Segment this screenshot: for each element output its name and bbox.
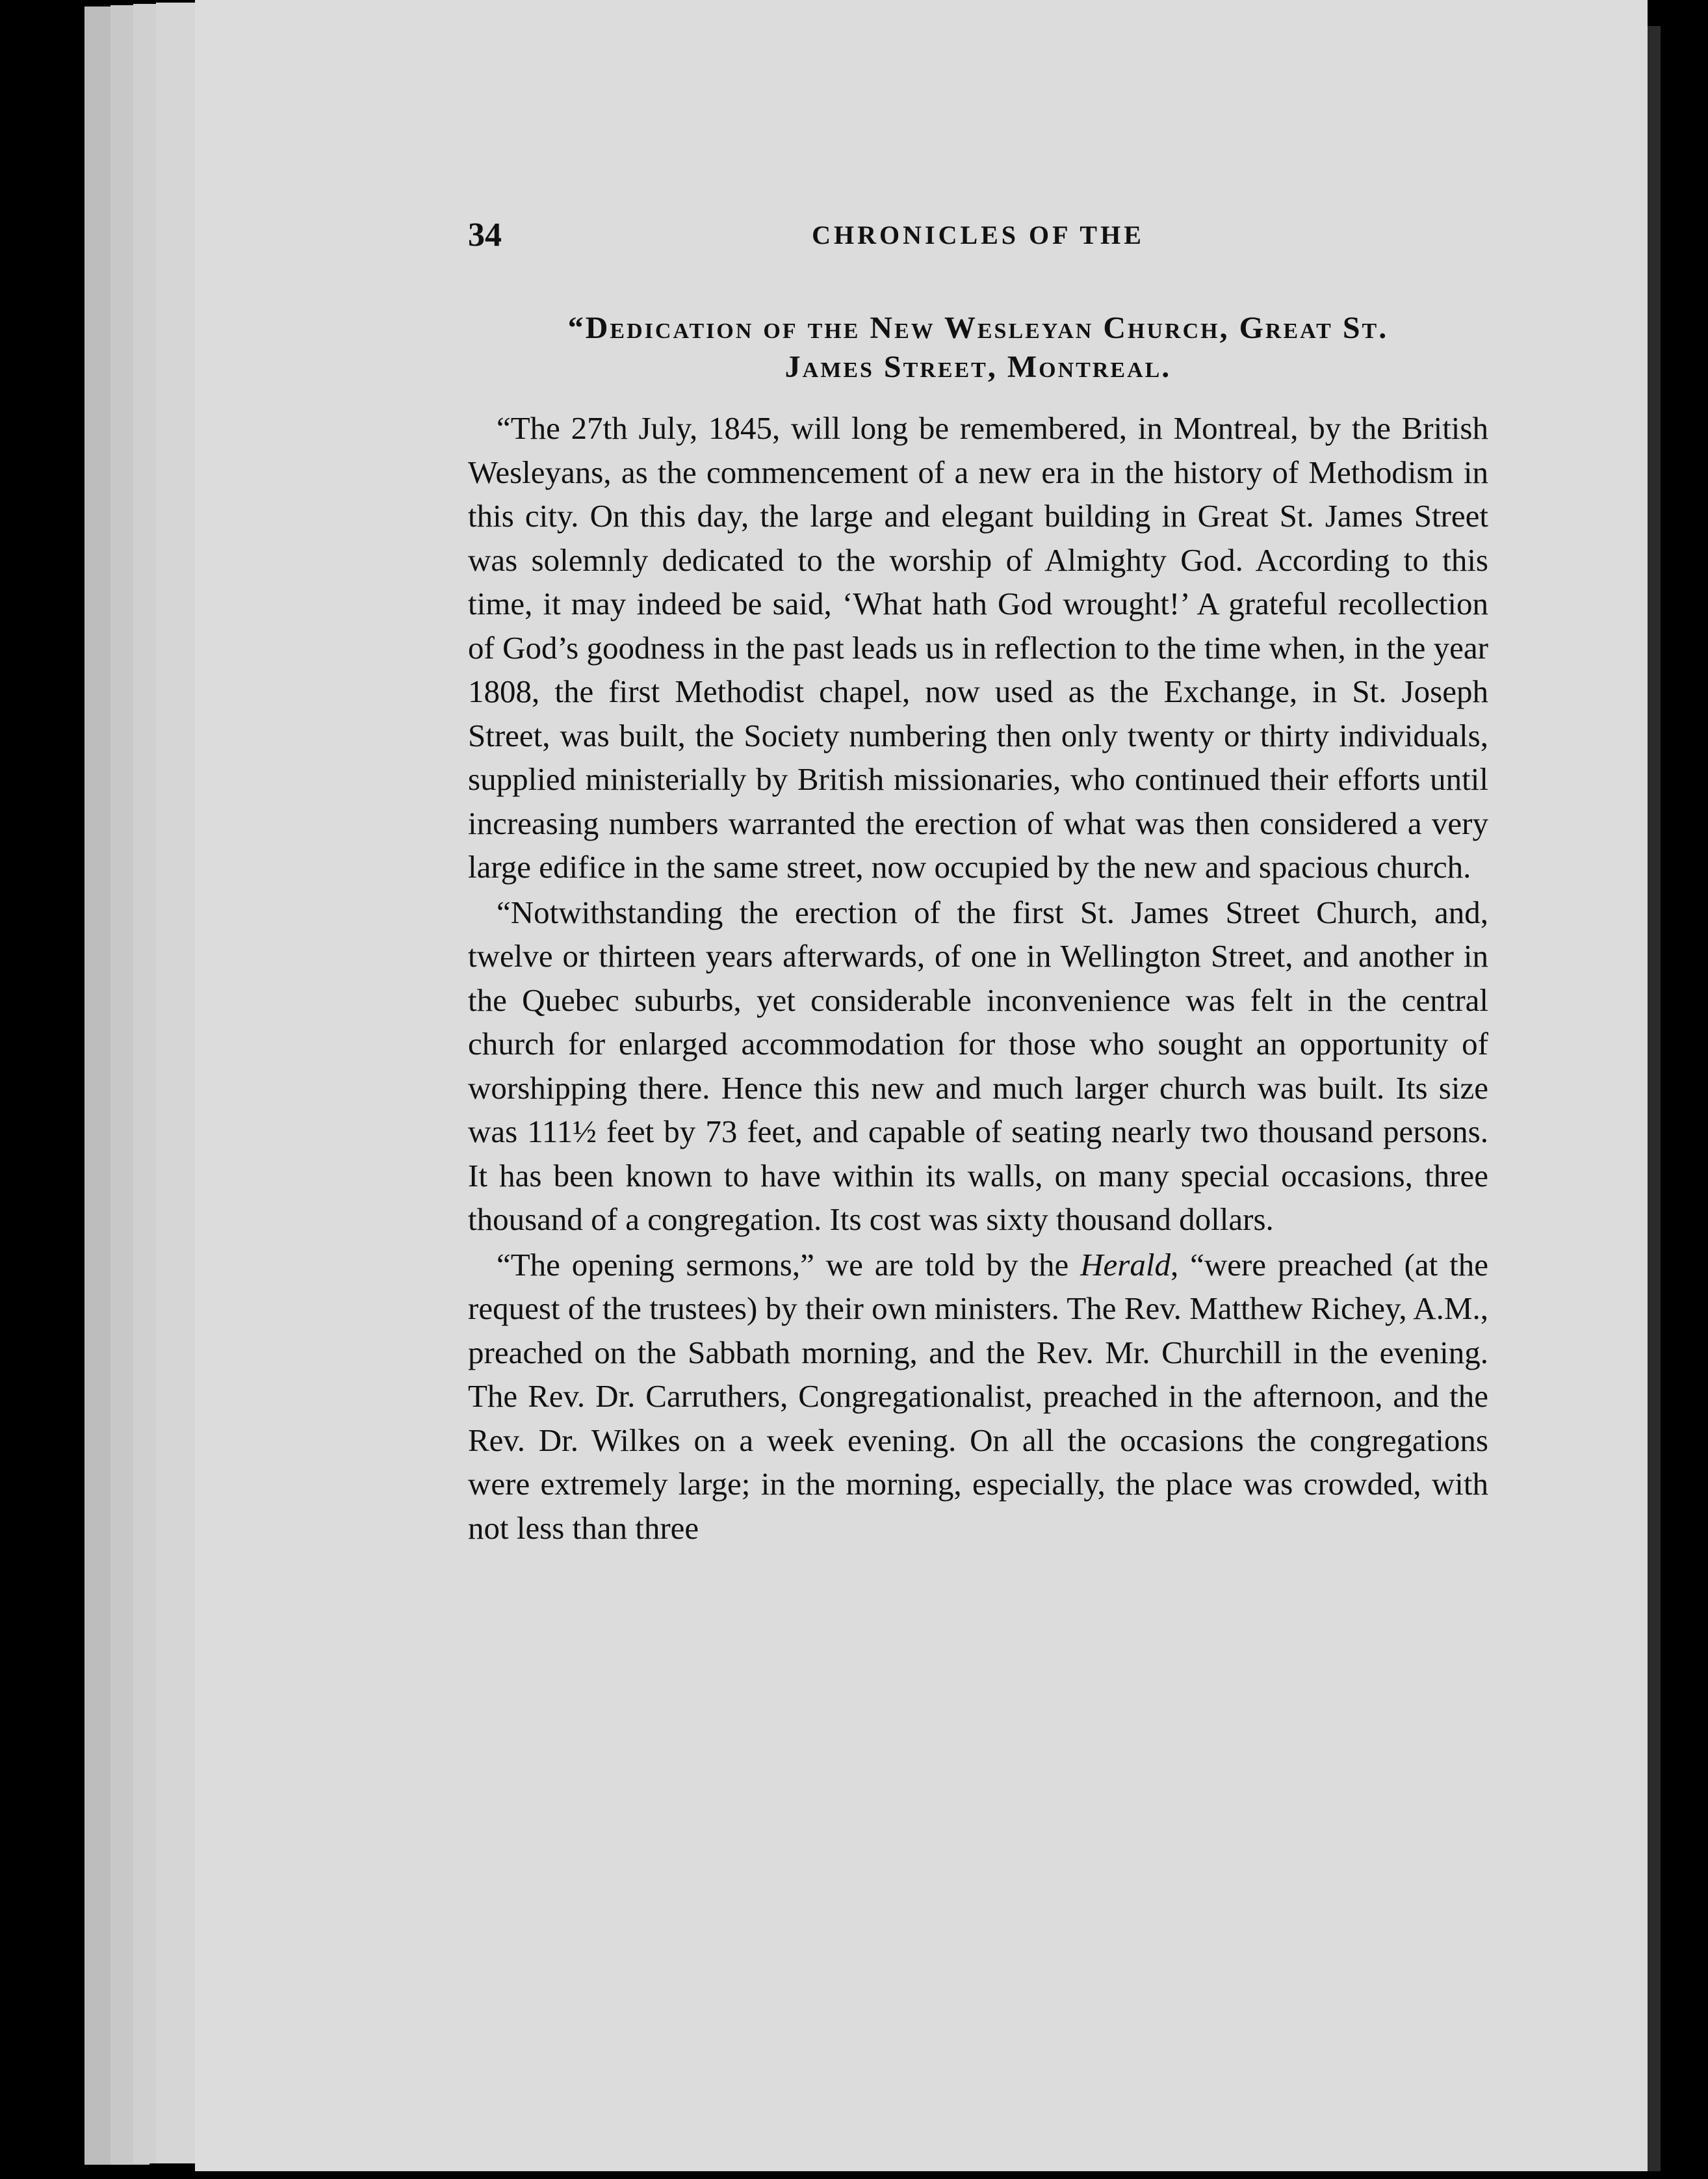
paragraph (468, 1243, 1488, 1550)
paragraph-text: , “were preached (at the request of the trustees) by their own ministers. The Rev. Matthew Richey, A.M., preached on the Sabbath morning, and the Rev. Mr. Churchill in the evening. The Rev. Dr. Carruthers, Congregationalist, preached in the afternoon, and the Rev. Dr. Wilkes on a week evening. On all the occasions the congregations were extremely large; in the morning, especially, the place was crowded, with not less than three (468, 1246, 1488, 1546)
section-heading-line: James Street, Montreal. (784, 350, 1172, 384)
book-spine-shadow (1648, 26, 1661, 2171)
section-heading-line: “Dedication of the New Wesleyan Church, Great St. (567, 311, 1389, 345)
page-edge (156, 3, 197, 2163)
section-heading (468, 309, 1488, 387)
page-header (468, 216, 1488, 255)
page-number: 34 (468, 216, 502, 254)
running-head: CHRONICLES OF THE (812, 220, 1145, 250)
paragraph-text: “The opening sermons,” we are told by the (497, 1246, 1081, 1283)
paragraph: “The 27th July, 1845, will long be remembered, in Montreal, by the British Wesleyans, as the commencement of a new era in the history of Methodism in this city. On this day, the large and elegant building in Great St. James Street was solemnly dedicated to the worship of Almighty God. According to this time, it may indeed be said, ‘What hath God wrought!’ A grateful recollection of God’s goodness in the past leads us in reflection to the time when, in the year 1808, the first Methodist chapel, now used as the Exchange, in St. Joseph Street, was built, the Society numbering then only twenty or thirty individuals, supplied ministerially by British missionaries, who continued their efforts until increasing numbers warranted the erection of what was then considered a very large edifice in the same street, now occupied by the new and spacious church. (468, 410, 1488, 885)
paragraph: “Notwithstanding the erection of the first St. James Street Church, and, twelve or thirteen years afterwards, of one in Wellington Street, and another in the Quebec suburbs, yet considerable inconvenience was felt in the central church for enlarged accommodation for those who sought an opportunity of worshipping there. Hence this new and much larger church was built. Its size was 111½ feet by 73 feet, and capable of seating nearly two thousand persons. It has been known to have within its walls, on many special occasions, three thousand of a congregation. Its cost was sixty thousand dollars. (468, 894, 1488, 1237)
herald-title: Herald (1080, 1246, 1171, 1283)
body-text (468, 309, 1488, 1550)
